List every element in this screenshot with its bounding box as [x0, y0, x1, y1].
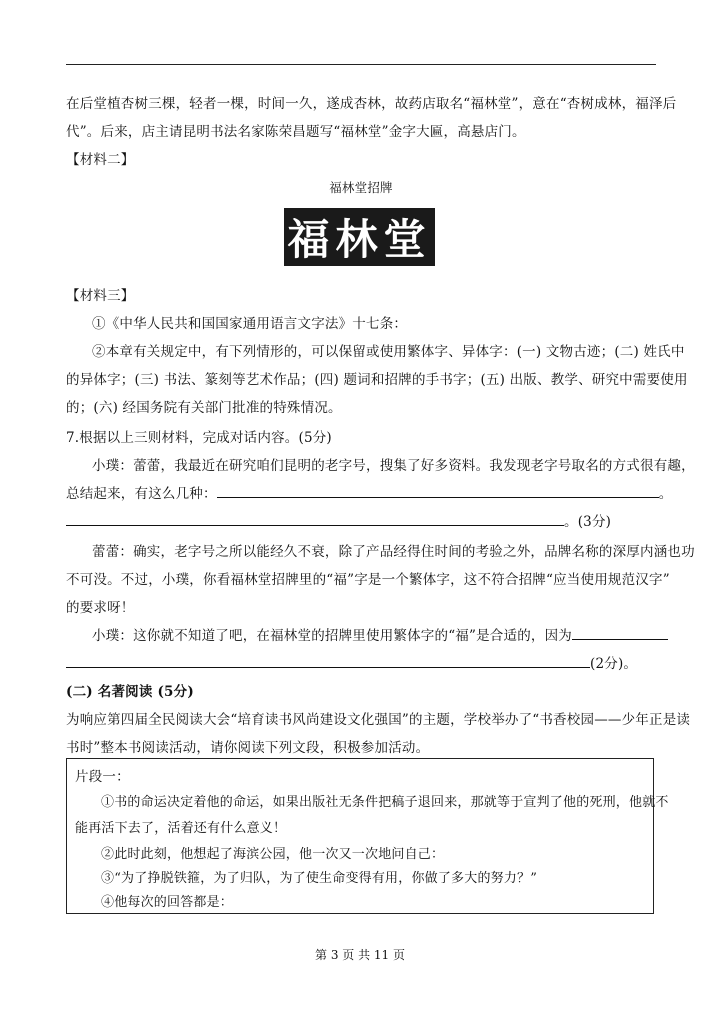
excerpt-p1-line-2: 能再活下去了，活着还有什么意义！: [75, 821, 287, 836]
fulintang-signboard: [284, 208, 435, 266]
material3-item-1: ①《中华人民共和国国家通用语言文字法》十七条：: [92, 316, 408, 332]
leilei-line-3: 的要求呀！: [66, 600, 135, 616]
material3-heading: 【材料三】: [66, 288, 135, 304]
section-2-intro-line-2: 书时”整本书阅读活动，请你阅读下列文段，积极参加活动。: [66, 740, 430, 756]
section-2-intro-line-1: 为响应第四届全民阅读大会“培育读书风尚建设文化强国”的主题，学校举办了“书香校园——少年正是读: [66, 712, 691, 728]
answer-blank-2-line: [66, 510, 656, 530]
answer-blank-3[interactable]: [572, 627, 668, 640]
material3-item-2-line-1: ②本章有关规定中，有下列情形的，可以保留或使用繁体字、异体字：(一) 文物古迹；(二) 姓氏中: [92, 344, 685, 360]
answer-blank-1-period: 。: [658, 486, 673, 502]
question-7-stem: 7.根据以上三则材料，完成对话内容。(5分): [66, 430, 332, 446]
intro-line-1: 在后堂植杏树三棵，轻者一棵，时间一久，遂成杏林，故药店取名“福林堂”，意在“杏树成林，福泽后: [66, 96, 677, 112]
answer-blank-4[interactable]: [66, 655, 590, 668]
answer-blank-2[interactable]: [66, 513, 564, 526]
xiaopu-reply-line: [92, 624, 656, 644]
intro-line-2: 代”。后来，店主请昆明书法名家陈荣昌题写“福林堂”金字大匾，高悬店门。: [66, 124, 526, 140]
header-rule: [66, 64, 656, 65]
material3-item-2-line-3: 的；(六) 经国务院有关部门批准的特殊情况。: [66, 400, 342, 416]
xiaopu-reply-text: 小璞：这你就不知道了吧，在福林堂的招牌里使用繁体字的“福”是合适的，因为: [92, 628, 573, 644]
leilei-line-1: 蕾蕾：确实，老字号之所以能经久不衰，除了产品经得住时间的考验之外，品牌名称的深厚内涵也功: [92, 544, 695, 560]
excerpt-p1-line-1: ①书的命运决定着他的命运，如果出版社无条件把稿子退回来，那就等于宣判了他的死刑，他就不: [101, 795, 669, 810]
excerpt-box: [66, 758, 669, 914]
excerpt-label: 片段一：: [75, 769, 130, 785]
excerpt-p3: ③“为了挣脱铁箍，为了归队，为了使生命变得有用，你做了多大的努力？”: [101, 871, 538, 886]
material3-item-2-line-2: 的异体字；(三) 书法、篆刻等艺术作品；(四) 题词和招牌的手书字；(五) 出版、教学、研究中需要使用: [66, 372, 688, 388]
xiaopu-line-2: [66, 482, 673, 502]
xiaopu-line-1: 小璞：蕾蕾，我最近在研究咱们昆明的老字号，搜集了好多资料。我发现老字号取名的方式很有趣，: [92, 458, 695, 474]
score-3: 。(3分): [564, 514, 612, 530]
excerpt-p2: ②此时此刻，他想起了海滨公园，他一次又一次地问自己：: [101, 847, 445, 862]
answer-blank-4-line: [66, 652, 656, 672]
excerpt-p4: ④他每次的回答都是：: [101, 895, 234, 910]
material2-heading: 【材料二】: [66, 152, 135, 168]
score-2: (2分)。: [590, 656, 638, 672]
section-2-heading: (二) 名著阅读 (5分): [66, 684, 194, 700]
sign-caption: 福林堂招牌: [329, 180, 393, 195]
signboard-calligraphy: 福林堂: [287, 215, 432, 264]
xiaopu-line-2-text: 总结起来，有这么几种：: [66, 486, 217, 502]
leilei-line-2: 不可没。不过，小璞，你看福林堂招牌里的“福”字是一个繁体字，这不符合招牌“应当使用规范汉字”: [66, 572, 670, 588]
answer-blank-1[interactable]: [217, 485, 659, 498]
page-footer: 第 3 页 共 11 页: [315, 948, 405, 962]
